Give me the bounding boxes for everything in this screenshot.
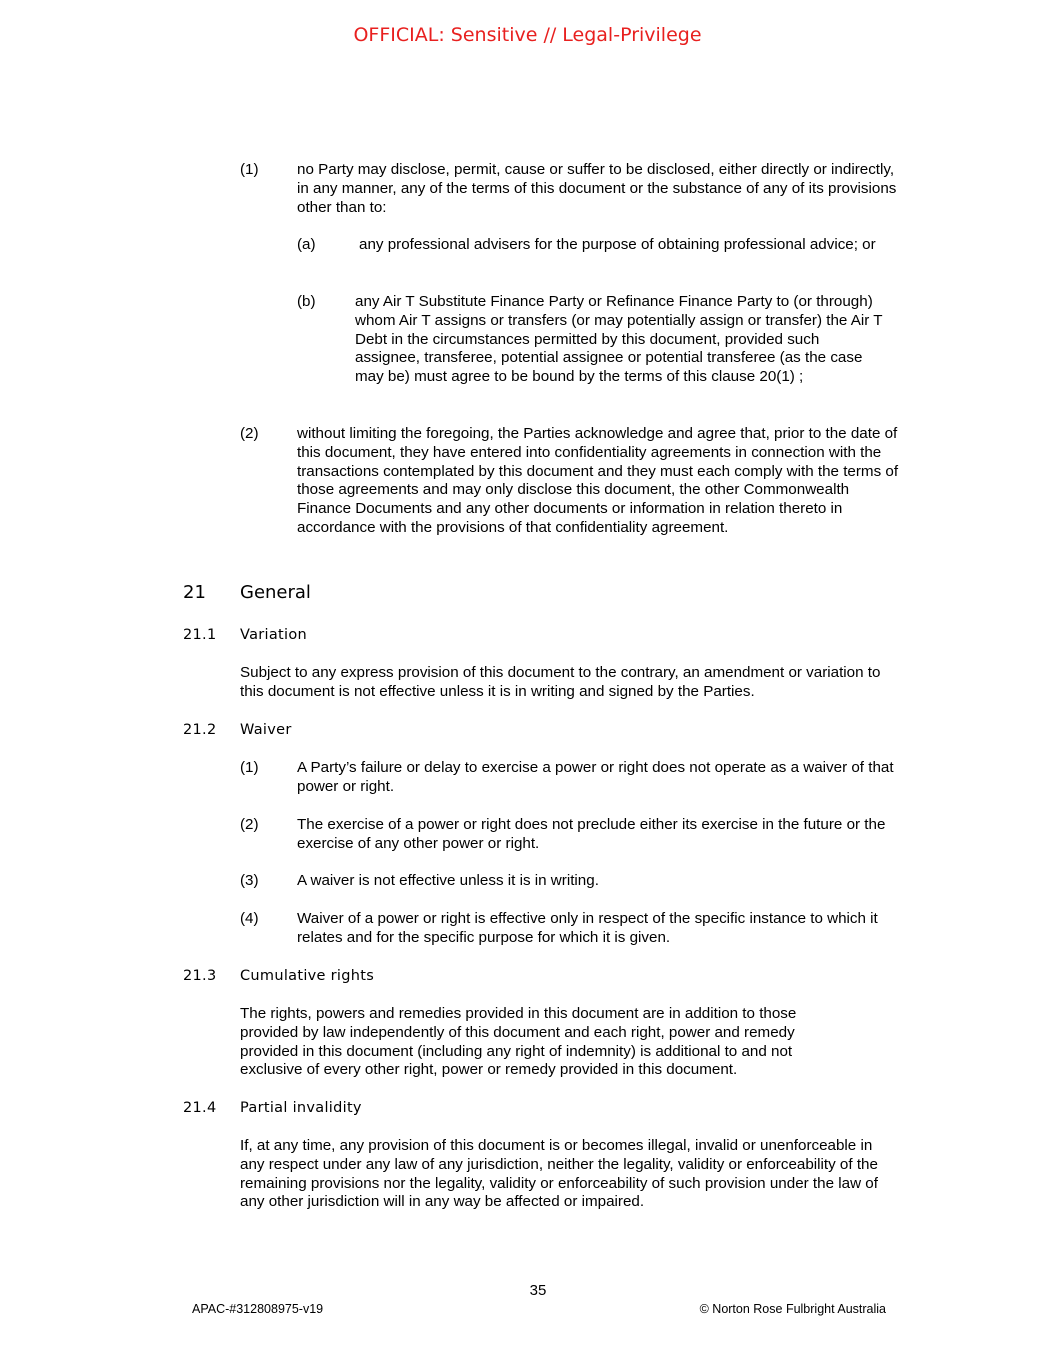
item-number: (1) [240,161,259,178]
sub-item-text: any professional advisers for the purpose of obtaining professional advice; or [359,236,876,253]
item-text: The exercise of a power or right does not preclude either its exercise in the future or the exercise of any other power or right. [297,816,886,852]
item-number: (2) [240,816,259,833]
item-text: A Party’s failure or delay to exercise a power or right does not operate as a waiver of that power or right. [297,759,894,795]
item-number: (1) [240,759,259,776]
sub-item-text: any Air T Substitute Finance Party or Refinance Finance Party to (or through) whom Air T assigns or transfers (or may potentially assign or transfer) the Air T Debt in the circumstances permitted by this document, provided such assignee, transferee, potential assignee or potential transferee (as the case may be) must agree to be bound by the terms of this clause 20(1) ; [355,293,883,386]
subsection-21-1-text: Subject to any express provision of this document to the contrary, an amendment or variation to this document is not effective unless it is in writing and signed by the Parties. [240,664,881,700]
subsection-number: 21.4 [183,1100,217,1116]
item-number: (3) [240,872,259,889]
classification-banner: OFFICIAL: Sensitive // Legal-Privilege [353,24,702,46]
subsection-title: Waiver [240,722,292,738]
document-id: APAC-#312808975-v19 [192,1302,324,1316]
subsection-21-3-text: The rights, powers and remedies provided in this document are in addition to those provided by law independently of this document and each right, power and remedy provided in this document (including any right of indemnity) is additional to and not exclusive of every other right, power or remedy provided in this document. [240,1005,797,1079]
subsection-21-4-text: If, at any time, any provision of this document is or becomes illegal, invalid or unenforceable in any respect under any law of any jurisdiction, neither the legality, validity or enforceability of the remaining provisions nor the legality, validity or enforceability of such provision under the law of any other jurisdiction will in any way be affected or impaired. [240,1137,878,1211]
sub-item-number: (b) [297,293,316,310]
subsection-title: Variation [240,627,308,643]
subsection-title: Cumulative rights [240,968,375,984]
item-text: without limiting the foregoing, the Parties acknowledge and agree that, prior to the date of this document, they have entered into confidentiality agreements in connection with the transactions contemplated by this document and they must each comply with the terms of those agreements and may only disclose this document, the other Commonwealth Finance Documents and any other documents or information in relation thereto in accordance with the provisions of that confidentiality agreement. [297,425,899,536]
item-text: Waiver of a power or right is effective only in respect of the specific instance to which it relates and for the specific purpose for which it is given. [297,910,878,946]
item-text: A waiver is not effective unless it is in writing. [297,872,599,889]
copyright-notice: © Norton Rose Fulbright Australia [699,1302,886,1316]
item-number: (4) [240,910,259,927]
section-title: General [240,582,311,603]
subsection-number: 21.3 [183,968,217,984]
item-text: no Party may disclose, permit, cause or suffer to be disclosed, either directly or indirectly, in any manner, any of the terms of this document or the substance of any of its provisions other than to: [297,161,897,216]
subsection-number: 21.2 [183,722,217,738]
subsection-number: 21.1 [183,627,217,643]
item-number: (2) [240,425,259,442]
page-number: 35 [529,1282,547,1299]
subsection-title: Partial invalidity [240,1100,362,1116]
sub-item-number: (a) [297,236,316,253]
section-number: 21 [183,582,206,603]
